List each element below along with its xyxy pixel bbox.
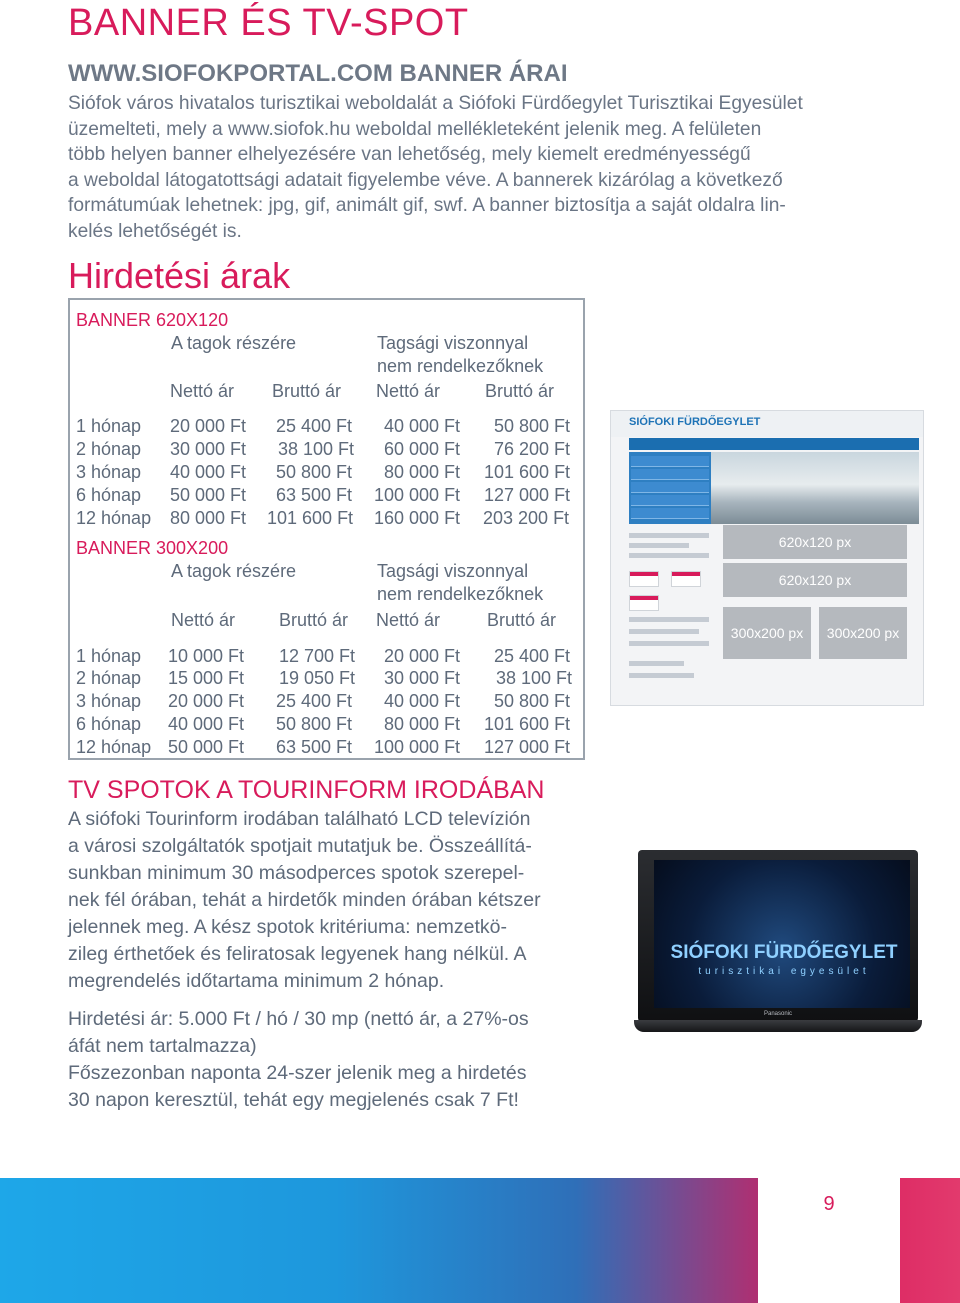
banner1-head-net1: Nettó ár <box>170 381 235 401</box>
site-menu-item <box>631 469 709 480</box>
period-cell: 12 hónap <box>76 737 152 757</box>
banner-placeholder-300x200: 300x200 px <box>723 607 811 659</box>
banner2-col-members: A tagok részére <box>171 561 297 581</box>
site-menu-item <box>631 456 709 467</box>
net2-cell: 100 000 Ft <box>374 737 461 757</box>
tv-text-line: sunkban minimum 30 másodperces spotok szerepel- <box>68 862 525 884</box>
net2-cell: 60 000 Ft <box>384 439 461 459</box>
intro-line: üzemelteti, mely a www.siofok.hu weboldal mellékleteként jelenik meg. A felületen <box>68 118 762 140</box>
banner1-head-gross1: Bruttó ár <box>272 381 342 401</box>
net1-cell: 10 000 Ft <box>168 646 245 666</box>
tv-text-line: megrendelés időtartama minimum 2 hónap. <box>68 970 445 992</box>
tv-screen-subtitle: turisztikai egyesület <box>698 966 870 977</box>
gross2-cell: 25 400 Ft <box>494 646 571 666</box>
tv-description <box>68 806 608 995</box>
gross2-cell: 127 000 Ft <box>484 485 571 505</box>
site-text-line <box>629 641 709 646</box>
period-cell: 12 hónap <box>76 508 152 528</box>
period-cell: 1 hónap <box>76 646 142 666</box>
net1-cell: 50 000 Ft <box>170 485 247 505</box>
tv-text-line: jelennek meg. A kész spotok kritériuma: nemzetkö- <box>68 916 507 938</box>
banner1-title: BANNER 620X120 <box>76 310 229 330</box>
page-title: BANNER ÉS TV-SPOT <box>68 2 469 44</box>
banner1-head-gross2: Bruttó ár <box>485 381 555 401</box>
site-text-line <box>629 617 709 622</box>
banner1-col-nonmembers-1: Tagsági viszonnyal <box>377 333 529 353</box>
net2-cell: 80 000 Ft <box>384 714 461 734</box>
tv-text-line: nek fél órában, tehát a hirdetők minden órában kétszer <box>68 889 541 911</box>
website-screenshot <box>610 410 924 706</box>
net1-cell: 20 000 Ft <box>170 416 247 436</box>
net1-cell: 30 000 Ft <box>170 439 247 459</box>
period-cell: 2 hónap <box>76 439 142 459</box>
tv-note-line: 30 napon keresztül, tehát egy megjelenés csak 7 Ft! <box>68 1089 519 1111</box>
gross1-cell: 63 500 Ft <box>276 737 353 757</box>
site-nav-bar <box>629 438 919 450</box>
site-logo: SIÓFOKI FÜRDŐEGYLET <box>629 416 761 428</box>
gross1-cell: 19 050 Ft <box>279 668 356 688</box>
tv-section-title: TV SPOTOK A TOURINFORM IRODÁBAN <box>68 776 545 804</box>
gross1-cell: 50 800 Ft <box>276 462 353 482</box>
page-number: 9 <box>823 1193 835 1215</box>
net2-cell: 160 000 Ft <box>374 508 461 528</box>
intro-paragraph <box>68 91 904 244</box>
site-menu-item <box>631 495 709 506</box>
gross2-cell: 127 000 Ft <box>484 737 571 757</box>
banner1-col-members: A tagok részére <box>171 333 297 353</box>
gross1-cell: 38 100 Ft <box>278 439 355 459</box>
period-cell: 6 hónap <box>76 714 142 734</box>
site-menu-item <box>631 482 709 493</box>
banner1-head-net2: Nettó ár <box>376 381 441 401</box>
intro-line: Siófok város hivatalos turisztikai weboldalát a Siófoki Fürdőegylet Turisztikai Egyesület <box>68 93 803 114</box>
site-calendar-tile <box>671 571 701 587</box>
tv-screen <box>654 860 910 1008</box>
section-subtitle: WWW.SIOFOKPORTAL.COM BANNER ÁRAI <box>68 60 568 87</box>
net1-cell: 20 000 Ft <box>168 691 245 711</box>
gross2-cell: 101 600 Ft <box>484 714 571 734</box>
net2-cell: 40 000 Ft <box>384 691 461 711</box>
site-text-line <box>629 543 689 548</box>
gross2-cell: 50 800 Ft <box>494 691 571 711</box>
banner-placeholder-620x120: 620x120 px <box>723 525 907 559</box>
gross1-cell: 63 500 Ft <box>276 485 353 505</box>
banner2-title: BANNER 300X200 <box>76 538 229 558</box>
banner2-col-nonmembers-2: nem rendelkezőknek <box>377 584 544 604</box>
banner2-head-gross2: Bruttó ár <box>487 610 557 630</box>
net2-cell: 100 000 Ft <box>374 485 461 505</box>
banner1-col-nonmembers-2: nem rendelkezőknek <box>377 356 544 376</box>
gross1-cell: 25 400 Ft <box>276 691 353 711</box>
gross1-cell: 12 700 Ft <box>279 646 356 666</box>
site-text-line <box>629 533 709 538</box>
intro-line: formátumúak lehetnek: jpg, gif, animált gif, swf. A banner biztosítja a saját oldalra lin- <box>68 195 786 216</box>
net1-cell: 50 000 Ft <box>168 737 245 757</box>
tv-frame <box>638 850 918 1022</box>
site-text-line <box>629 629 699 634</box>
period-cell: 1 hónap <box>76 416 142 436</box>
tv-text-line: a városi szolgáltatók spotjait mutatjuk be. Összeállítá- <box>68 835 532 857</box>
banner2-head-net1: Nettó ár <box>171 610 236 630</box>
tv-screen-brand: SIÓFOKI FÜRDŐEGYLET <box>670 942 898 963</box>
tv-note-line: Hirdetési ár: 5.000 Ft / hó / 30 mp (nettó ár, a 27%-os <box>68 1008 529 1030</box>
gross1-cell: 101 600 Ft <box>267 508 354 528</box>
net2-cell: 80 000 Ft <box>384 462 461 482</box>
tv-image <box>634 850 922 1034</box>
net1-cell: 15 000 Ft <box>168 668 245 688</box>
site-menu-item <box>631 508 709 519</box>
gross2-cell: 101 600 Ft <box>484 462 571 482</box>
banner2-head-gross1: Bruttó ár <box>279 610 349 630</box>
gross2-cell: 203 200 Ft <box>483 508 570 528</box>
site-side-menu <box>629 452 711 524</box>
tv-price-note <box>68 1006 628 1114</box>
period-cell: 3 hónap <box>76 462 142 482</box>
site-text-line <box>629 673 694 678</box>
gross2-cell: 50 800 Ft <box>494 416 571 436</box>
site-text-line <box>629 661 684 666</box>
gross1-cell: 50 800 Ft <box>276 714 353 734</box>
site-calendar-tile <box>629 571 659 587</box>
intro-line: a weboldal látogatottsági adatait figyelembe véve. A bannerek kizárólag a következő <box>68 169 783 191</box>
banner2-col-nonmembers-1: Tagsági viszonnyal <box>377 561 529 581</box>
tv-note-line: Főszezonban naponta 24-szer jelenik meg a hirdetés <box>68 1062 527 1084</box>
net2-cell: 30 000 Ft <box>384 668 461 688</box>
net1-cell: 40 000 Ft <box>168 714 245 734</box>
net2-cell: 20 000 Ft <box>384 646 461 666</box>
banner-placeholder-300x200: 300x200 px <box>819 607 907 659</box>
gross1-cell: 25 400 Ft <box>276 416 353 436</box>
tv-note-line: áfát nem tartalmazza) <box>68 1035 257 1057</box>
banner-placeholder-620x120: 620x120 px <box>723 563 907 597</box>
gross2-cell: 76 200 Ft <box>494 439 571 459</box>
net2-cell: 40 000 Ft <box>384 416 461 436</box>
net1-cell: 80 000 Ft <box>170 508 247 528</box>
intro-line: több helyen banner elhelyezésére van lehetőség, mely kiemelt eredményességű <box>68 144 751 165</box>
intro-line: kelés lehetőségét is. <box>68 220 242 242</box>
gross2-cell: 38 100 Ft <box>496 668 573 688</box>
banner2-head-net2: Nettó ár <box>376 610 441 630</box>
period-cell: 3 hónap <box>76 691 142 711</box>
tv-maker-label: Panasonic <box>763 1011 793 1017</box>
tv-text-line: zileg érthetőek és feliratosak legyenek hang nélkül. A <box>68 943 527 965</box>
site-calendar-tile <box>629 595 659 611</box>
tv-stand <box>634 1020 922 1032</box>
net1-cell: 40 000 Ft <box>170 462 247 482</box>
prices-heading: Hirdetési árak <box>68 255 291 296</box>
tv-text-line: A siófoki Tourinform irodában található LCD televízión <box>68 808 531 830</box>
period-cell: 6 hónap <box>76 485 142 505</box>
period-cell: 2 hónap <box>76 668 142 688</box>
site-text-line <box>629 553 709 558</box>
